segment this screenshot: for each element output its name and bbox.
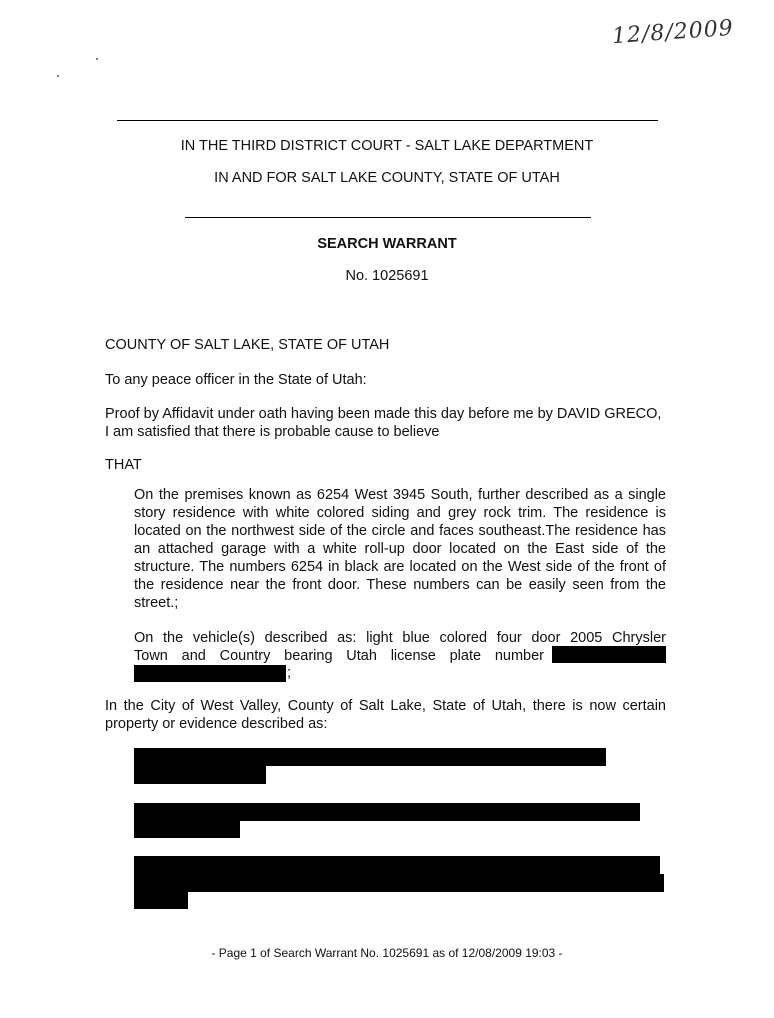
- document-title: SEARCH WARRANT: [317, 236, 457, 252]
- proof-line-1: Proof by Affidavit under oath having been made this day before me by DAVID GRECO,: [105, 406, 662, 422]
- recipient-line: To any peace officer in the State of Utah:: [105, 372, 367, 388]
- warrant-number: No. 1025691: [345, 268, 429, 284]
- vehicle-end-punctuation: ;: [287, 665, 292, 681]
- proof-line-2: I am satisfied that there is probable cause to believe: [105, 424, 440, 440]
- city-paragraph: In the City of West Valley, County of Salt Lake, State of Utah, there is now certain property or evidence described as:: [105, 698, 666, 732]
- handwritten-date: 12/8/2009: [611, 15, 735, 50]
- redaction-block-3b: [134, 874, 664, 892]
- county-line: COUNTY OF SALT LAKE, STATE OF UTAH: [105, 337, 390, 353]
- that-heading: THAT: [105, 457, 142, 473]
- redaction-block-1b: [134, 766, 266, 784]
- premises-paragraph: On the premises known as 6254 West 3945 South, further described as a single story residence with white colored siding and grey rock trim. The residence is located on the northwest side of the circle and faces southeast.The residence has an attached garage with a white roll-up door located on the East side of the structure. The numbers 6254 in black are located on the West side of the front of the residence near the front door. These numbers can be easily seen from the street.;: [134, 487, 666, 611]
- court-line-2: IN AND FOR SALT LAKE COUNTY, STATE OF UTAH: [214, 170, 560, 186]
- vehicle-line-2: Town and Country bearing Utah license plate number: [134, 648, 544, 664]
- vehicle-line-1: On the vehicle(s) described as: light blue colored four door 2005 Chrysler: [134, 630, 666, 646]
- redaction-block-2a: [134, 803, 640, 821]
- page-footer: - Page 1 of Search Warrant No. 1025691 as of 12/08/2009 19:03 -: [211, 946, 563, 960]
- redaction-block-3a: [134, 856, 660, 876]
- court-line-1: IN THE THIRD DISTRICT COURT - SALT LAKE DEPARTMENT: [180, 138, 594, 154]
- redaction-plate-2: [134, 665, 286, 682]
- redaction-plate-1: [552, 646, 666, 663]
- top-rule: [117, 120, 658, 121]
- redaction-block-3c: [134, 890, 188, 909]
- redaction-block-1a: [134, 748, 606, 766]
- scan-speck: [96, 58, 98, 60]
- middle-rule: [185, 217, 591, 218]
- redaction-block-2b: [134, 821, 240, 838]
- scan-speck: [57, 75, 59, 77]
